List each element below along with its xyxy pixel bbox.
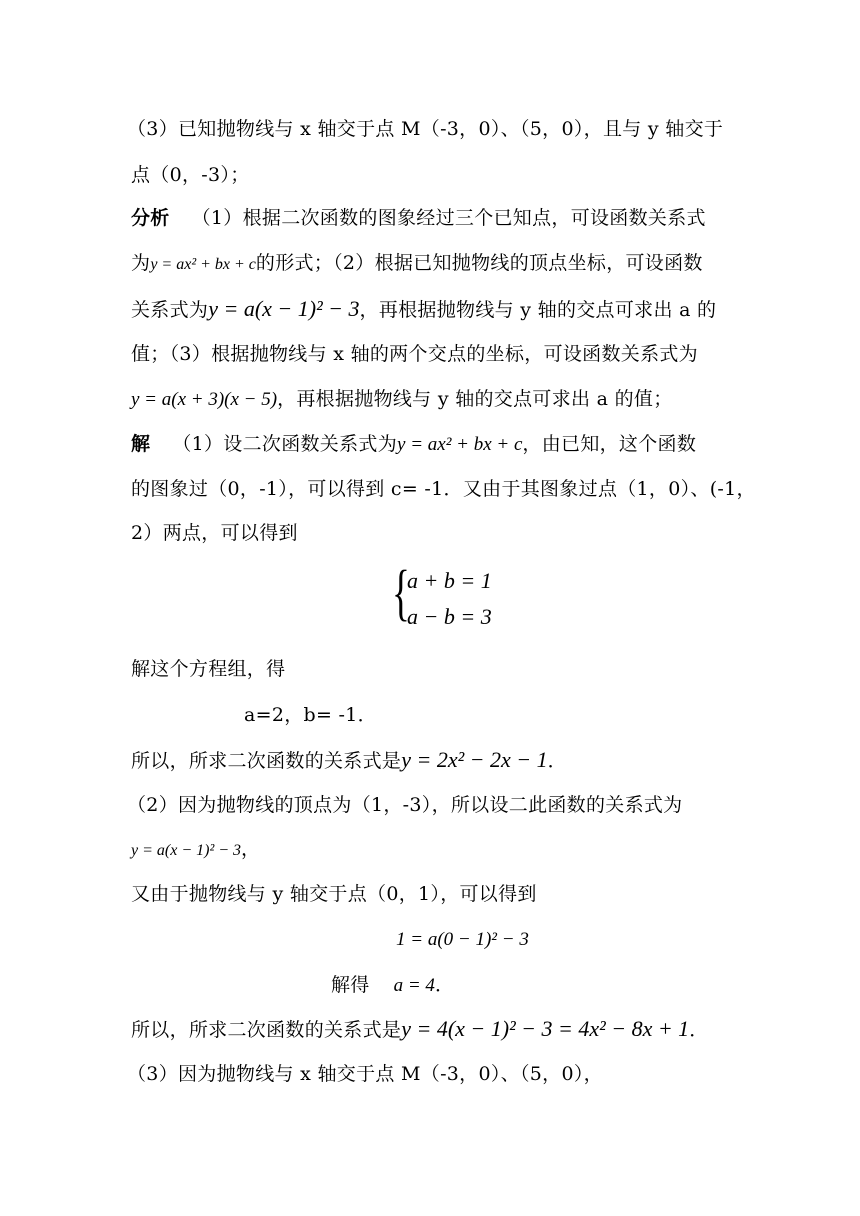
text-line <box>131 477 756 501</box>
formula: y = ax² + bx + c <box>150 256 256 273</box>
text: 为 <box>131 252 151 274</box>
formula: y = a(x − 1)² − 3 <box>208 296 360 321</box>
text-line <box>131 657 285 681</box>
solution-heading: 解 <box>131 433 151 455</box>
text-line <box>131 837 260 863</box>
text-line <box>131 297 716 322</box>
text: ，再根据抛物线与 y 轴的交点可求出 a 的 <box>359 299 717 321</box>
text-line <box>131 342 698 366</box>
text: 解得 <box>331 974 370 996</box>
text-line <box>127 117 723 141</box>
system-equation: a + b = 1 <box>407 568 492 593</box>
text: （2）因为抛物线的顶点为（1，-3），所以设二此函数的关系式为 <box>127 794 683 816</box>
text: 的图象过（0，-1），可以得到 c= -1．又由于其图象过点（1，0）、(-1， <box>131 478 756 500</box>
text: 点（0，-3）； <box>131 164 250 186</box>
text-line <box>127 793 683 817</box>
formula: a = 4 <box>393 975 435 996</box>
text: ． <box>547 750 567 772</box>
formula: y = 2x² − 2x − 1 <box>401 747 548 772</box>
text-line <box>127 1062 603 1086</box>
text-line <box>131 521 298 545</box>
text-line <box>131 1017 709 1042</box>
text: （1）根据二次函数的图象经过三个已知点，可设函数关系式 <box>191 207 706 229</box>
text: ． <box>434 974 455 996</box>
analysis-heading: 分析 <box>131 207 170 229</box>
formula: y = a(x + 3)(x − 5) <box>131 389 278 410</box>
text: a=2，b= -1． <box>244 704 377 726</box>
formula: 1 = a(0 − 1)² − 3 <box>396 929 529 950</box>
text-line <box>131 882 537 906</box>
text: ，再根据抛物线与 y 轴的交点可求出 a 的值； <box>277 388 673 410</box>
left-brace-icon: { <box>392 559 410 627</box>
analysis-line <box>131 206 706 230</box>
text: ，由已知，这个函数 <box>522 433 697 455</box>
text: 关系式为 <box>131 299 209 321</box>
text: 的形式；（2）根据已知抛物线的顶点坐标，可设函数 <box>255 252 703 274</box>
formula: y = a(x − 1)² − 3 <box>131 842 242 859</box>
text: （3）已知抛物线与 x 轴交于点 M（-3，0）、（5，0），且与 y 轴交于 <box>127 118 724 140</box>
equation-line <box>396 927 529 952</box>
text-line <box>331 973 454 998</box>
text-line <box>131 251 703 277</box>
text: ． <box>689 1019 709 1041</box>
text: ， <box>241 838 261 860</box>
text-line <box>244 703 377 727</box>
text: 解这个方程组，得 <box>131 658 286 680</box>
text: 2）两点，可以得到 <box>131 522 298 544</box>
text: 所以，所求二次函数的关系式是 <box>131 1019 402 1041</box>
text: （3）因为抛物线与 x 轴交于点 M（-3，0）、（5，0）， <box>127 1063 603 1085</box>
text-line <box>131 163 250 187</box>
text-line <box>131 748 567 773</box>
text-line <box>131 387 673 412</box>
text: 值；（3）根据抛物线与 x 轴的两个交点的坐标，可设函数关系式为 <box>131 343 698 365</box>
solution-line <box>131 432 696 457</box>
text: （1）设二次函数关系式为 <box>172 433 398 455</box>
text: 又由于抛物线与 y 轴交于点（0，1），可以得到 <box>131 883 537 905</box>
formula: y = 4(x − 1)² − 3 = 4x² − 8x + 1 <box>401 1016 690 1041</box>
system-equation: a − b = 3 <box>407 604 492 629</box>
formula: y = ax² + bx + c <box>397 434 523 455</box>
text: 所以，所求二次函数的关系式是 <box>131 750 402 772</box>
